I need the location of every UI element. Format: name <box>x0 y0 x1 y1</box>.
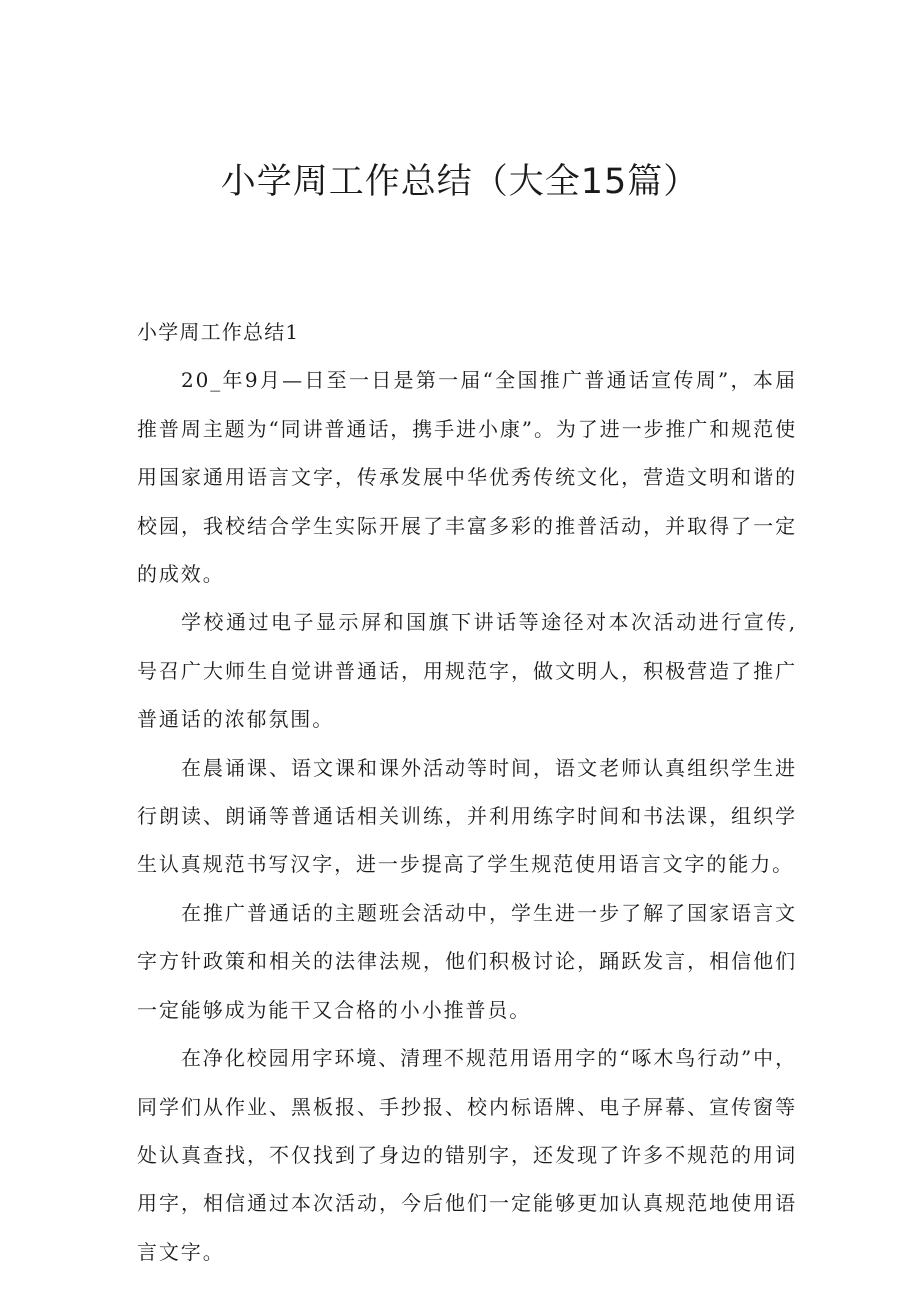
paragraph-1: 20_年9月—日至一日是第一届“全国推广普通话宣传周”，本届推普周主题为“同讲普通话，携手进小康”。为了进一步推广和规范使用国家通用语言文字，传承发展中华优秀传统文化，营造文明和谐的校园，我校结合学生实际开展了丰富多彩的推普活动，并取得了一定的成效。 <box>137 368 797 587</box>
paragraph-5: 在净化校园用字环境、清理不规范用语用字的“啄木鸟行动”中，同学们从作业、黑板报、手抄报、校内标语牌、电子屏幕、宣传窗等处认真查找，不仅找到了身边的错别字，还发现了许多不规范的用词用字，相信通过本次活动，今后他们一定能够更加认真规范地使用语言文字。 <box>137 1046 797 1264</box>
paragraph-4: 在推广普通话的主题班会活动中，学生进一步了解了国家语言文字方针政策和相关的法律法规，他们积极讨论，踊跃发言，相信他们一定能够成为能干又合格的小小推普员。 <box>137 900 797 1022</box>
paragraph-2: 学校通过电子显示屏和国旗下讲话等途径对本次活动进行宣传,号召广大师生自觉讲普通话，用规范字，做文明人，积极营造了推广普通话的浓郁氛围。 <box>137 610 797 732</box>
document-body <box>137 308 797 1276</box>
document-title: 小学周工作总结（大全15篇） <box>220 162 700 202</box>
paragraph-3: 在晨诵课、语文课和课外活动等时间，语文老师认真组织学生进行朗读、朗诵等普通话相关训练，并利用练字时间和书法课，组织学生认真规范书写汉字，进一步提高了学生规范使用语言文字的能力。 <box>137 755 797 877</box>
section-heading: 小学周工作总结1 <box>137 320 300 344</box>
